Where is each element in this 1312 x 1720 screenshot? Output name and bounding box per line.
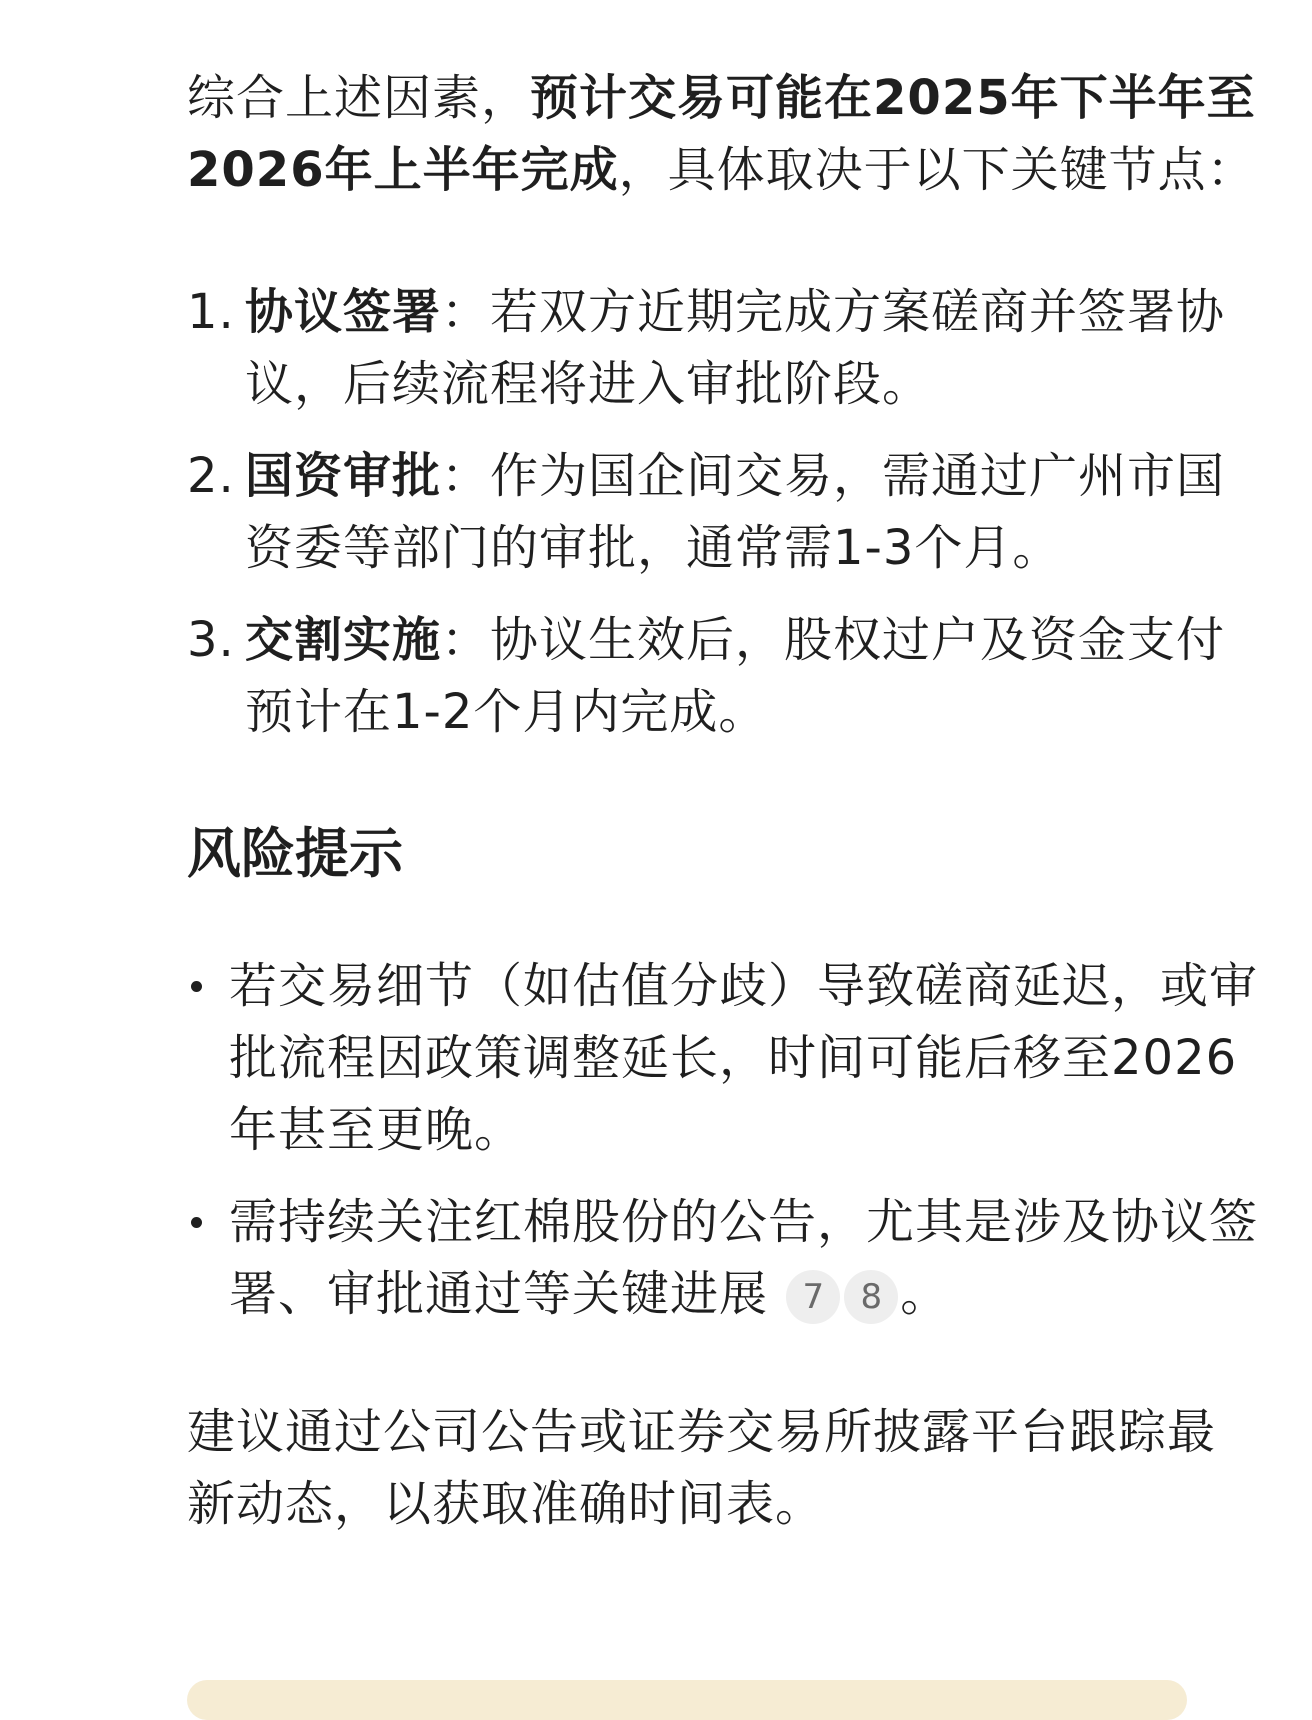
step-title: 交割实施 (245, 612, 442, 668)
risk-list (187, 950, 1262, 1330)
risk-heading: 风险提示 (187, 822, 403, 885)
risk-text: 若交易细节（如估值分歧）导致磋商延迟，或审批流程因政策调整延长，时间可能后移至2026年甚至更晚。 (229, 958, 1259, 1158)
step-text: 协议生效后，股权过户及资金支付预计在1-2个月内完成。 (245, 612, 1226, 740)
citation-badge-7[interactable]: 7 (786, 1270, 840, 1324)
step-separator: ： (441, 284, 491, 340)
step-item-2 (187, 440, 1262, 584)
bullet-dot (191, 981, 202, 992)
step-title: 协议签署 (245, 284, 442, 340)
key-steps-list (187, 276, 1262, 748)
intro-paragraph (187, 62, 1262, 206)
risk-text: 需持续关注红棉股份的公告，尤其是涉及协议签署、审批通过等关键进展 (229, 1194, 1259, 1322)
step-item-3 (187, 604, 1262, 748)
step-text: 若双方近期完成方案磋商并签署协议，后续流程将进入审批阶段。 (245, 284, 1226, 412)
bottom-card-edge (187, 1680, 1187, 1720)
step-title: 国资审批 (245, 448, 442, 504)
intro-suffix: ，具体取决于以下关键节点： (618, 142, 1256, 198)
intro-bold-text: 预计交易可能在2025年下半年至2026年上半年完成 (187, 70, 1256, 198)
citation-badge-8[interactable]: 8 (844, 1270, 898, 1324)
risk-item-1 (187, 950, 1262, 1166)
step-number: 3. (187, 612, 235, 668)
step-number: 1. (187, 284, 235, 340)
step-text: 作为国企间交易，需通过广州市国资委等部门的审批，通常需1-3个月。 (245, 448, 1226, 576)
step-number: 2. (187, 448, 235, 504)
risk-tail: 。 (900, 1266, 950, 1322)
risk-item-2 (187, 1186, 1262, 1330)
step-separator: ： (441, 612, 491, 668)
answer-content (187, 62, 1262, 1540)
intro-prefix: 综合上述因素， (187, 70, 531, 126)
bullet-dot (191, 1217, 202, 1228)
step-item-1 (187, 276, 1262, 420)
closing-paragraph: 建议通过公司公告或证券交易所披露平台跟踪最新动态，以获取准确时间表。 (187, 1404, 1217, 1532)
step-separator: ： (441, 448, 491, 504)
